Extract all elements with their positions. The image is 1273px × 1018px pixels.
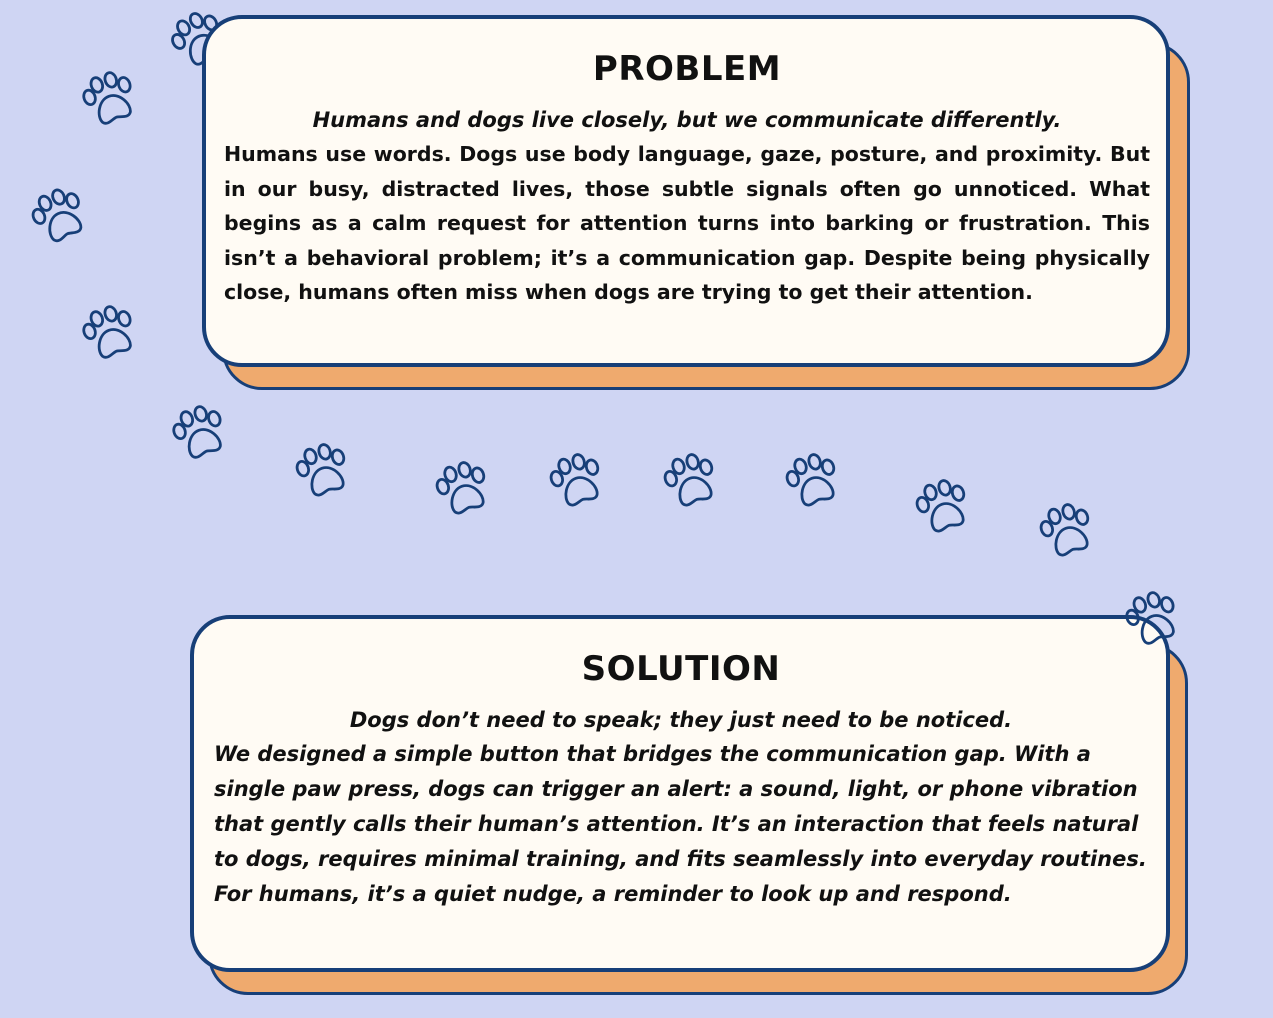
paw-print-icon [532, 440, 625, 533]
paw-print-icon [898, 466, 991, 559]
paw-print-icon [278, 430, 371, 523]
paw-print-icon [768, 440, 861, 533]
solution-lead: Dogs don’t need to speak; they just need to be noticed. [349, 708, 1013, 732]
problem-heading: PROBLEM [592, 49, 782, 89]
solution-card [190, 615, 1170, 972]
paw-print-icon [13, 173, 111, 271]
problem-lead: Humans and dogs live closely, but we communicate differently. [312, 108, 1062, 132]
paw-print-icon [65, 58, 160, 153]
problem-body: Humans use words. Dogs use body language, gaze, posture, and proximity. But in our busy, distracted lives, those subtle signals often go unnoticed. What begins as a calm request for attention turns into barking or frustration. This isn’t a behavioral problem; it’s a communication gap. Despite being physically close, humans often miss when dogs are trying to get their attention. [224, 142, 1150, 304]
problem-card [202, 15, 1170, 367]
paw-print-icon [1022, 490, 1115, 583]
paw-print-icon [418, 448, 511, 541]
paw-print-icon [646, 440, 739, 533]
paw-print-icon [65, 292, 160, 387]
paw-print-icon [155, 392, 250, 487]
solution-heading: SOLUTION [581, 649, 781, 689]
solution-body: We designed a simple button that bridges the communication gap. With a single paw press, dogs can trigger an alert: a sound, light, or phone vibration that gently calls their human’s attention. It’s an interaction that feels natural to dogs, requires minimal training, and fits seamlessly into everyday routines. For humans, it’s a quiet nudge, a reminder to look up and respond. [214, 742, 1147, 906]
